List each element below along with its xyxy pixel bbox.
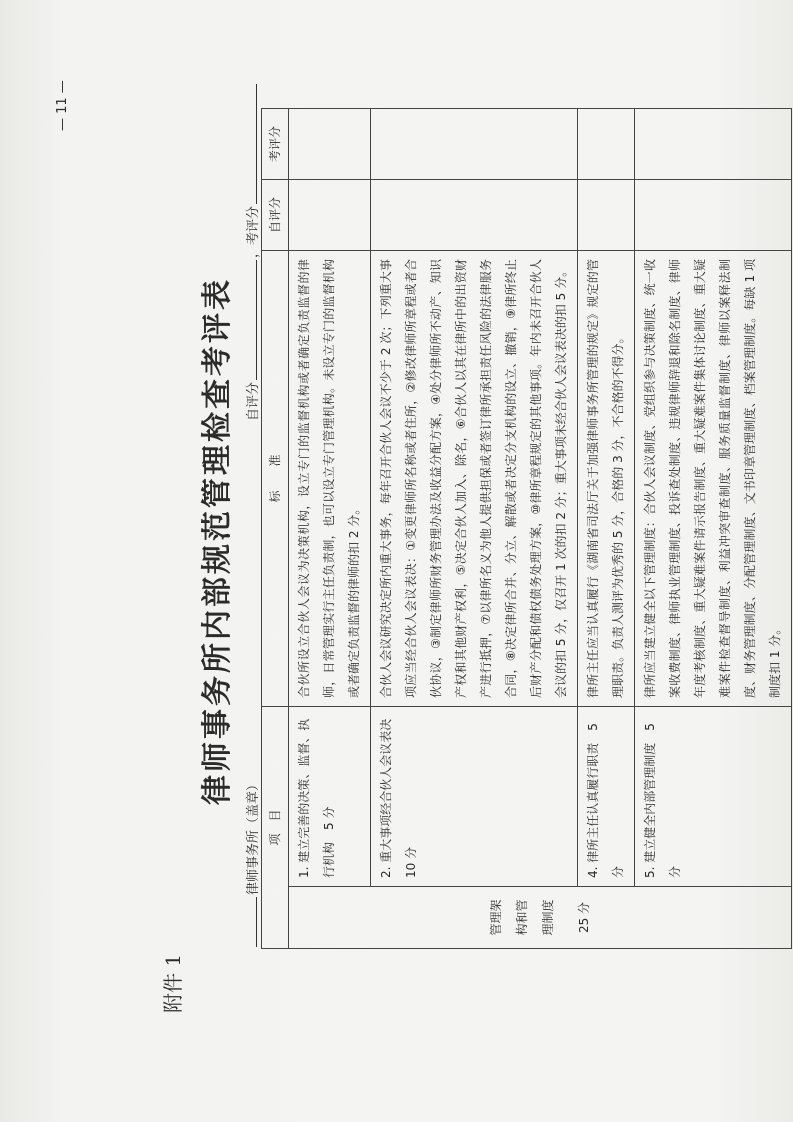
table-row [289,108,371,948]
item-cell: 5. 建立健全内部管理制度 5 分 [635,706,792,886]
self-score-label: 自评分 [246,381,261,421]
item-cell: 4. 律所主任认真履行职责 5 分 [578,706,635,886]
self-score-cell[interactable] [635,179,792,250]
category-score: 25 分 [577,901,591,934]
review-score-cell[interactable] [289,108,371,179]
header-review-score: 考评分 [262,108,289,179]
standard-cell: 合伙人会议研究决定所内重大事务，每年召开合伙人会议不少于 2 次；下列重大事项应当经合伙人会议表决：①变更律师所名称或者住所，②修改律师所章程或者合伙协议，③制定律师所财务管理办法及收益分配方案，④处分律师所不动产、知识产权和其他财产权利，⑤决定合伙人加入、除名，⑥合伙人以其在律所中的出资财产进行抵押，⑦以律所名义为他人提供担保或者签订律所承担责任风险的法律服务合同，⑧决定律所合并、分立、解散或者决定分支机构的设立、撤销，⑨律所终止后财产分配和债权债务处理方案，⑩律所章程规定的其他事项。年内未召开合伙人会议的扣 5 分，仅召开 1 次的扣 2 分；重大事项未经合伙人会议表决的扣 5 分。 [371,250,578,706]
review-score-label: 考评分 [246,205,261,245]
review-score-cell[interactable] [578,108,635,179]
review-score-cell[interactable] [371,108,578,179]
self-score-blank [244,260,257,380]
header-self-score: 自评分 [262,179,289,250]
category-cell [289,887,792,949]
document-title: 律师事务所内部规范管理检查考评表 [200,277,235,805]
header-item: 项 目 [262,706,289,948]
page-number: — 11 — [55,80,70,131]
standard-cell: 律所应当建立健全以下管理制度：合伙人会议制度、党组织参与决策制度、统一收案收费制度、律师执业管理制度、投诉查处制度、违规律师辞退和除名制度、律师年度考核制度、重大疑难案件请示报告制度、重大疑难案件集体讨论制度、重大疑难案件检查督导制度、利益冲突审查制度、服务质量监督制度、律师以案释法制度、财务管理制度、分配管理制度、文书印章管理制度、档案管理制度。每缺 1 项制度扣 1 分。 [635,250,792,706]
table-row [371,108,578,948]
firm-seal-line [242,778,261,949]
self-score-cell[interactable] [289,179,371,250]
table-row [635,108,792,948]
table-header-row [262,108,289,948]
standard-cell: 律所主任应当认真履行《湖南省司法厅关于加强律师事务所管理的规定》规定的管理职责。负责人测评为优秀的 5 分，合格的 3 分，不合格的不得分。 [578,250,635,706]
standard-cell: 合伙所设立合伙人会议为决策机构，设立专门的监督机构或者确定负责监督的律师，日常管理实行主任负责制，也可以设立专门管理机构。未设立专门的监督机构或者确定负责监督的律师的扣 2 分。 [289,250,371,706]
item-cell: 2. 重大事项经合伙人会议表决 10 分 [371,706,578,886]
header-standard: 标 准 [262,250,289,706]
firm-label: 律师事务所（盖章） [246,777,261,895]
item-cell: 1. 建立完善的决策、监督、执行机构 5 分 [289,706,371,886]
review-score-cell[interactable] [635,108,792,179]
rotated-document-page [47,61,782,1061]
evaluation-table [261,108,792,949]
firm-name-blank [244,897,257,947]
attachment-label: 附件 1 [161,953,185,1013]
self-score-cell[interactable] [578,179,635,250]
review-score-blank [244,84,257,204]
table-row [578,108,635,948]
category-name: 管理架构和管理制度 [489,899,555,936]
score-summary: 自评分，考评分 [242,82,261,421]
self-score-cell[interactable] [371,179,578,250]
